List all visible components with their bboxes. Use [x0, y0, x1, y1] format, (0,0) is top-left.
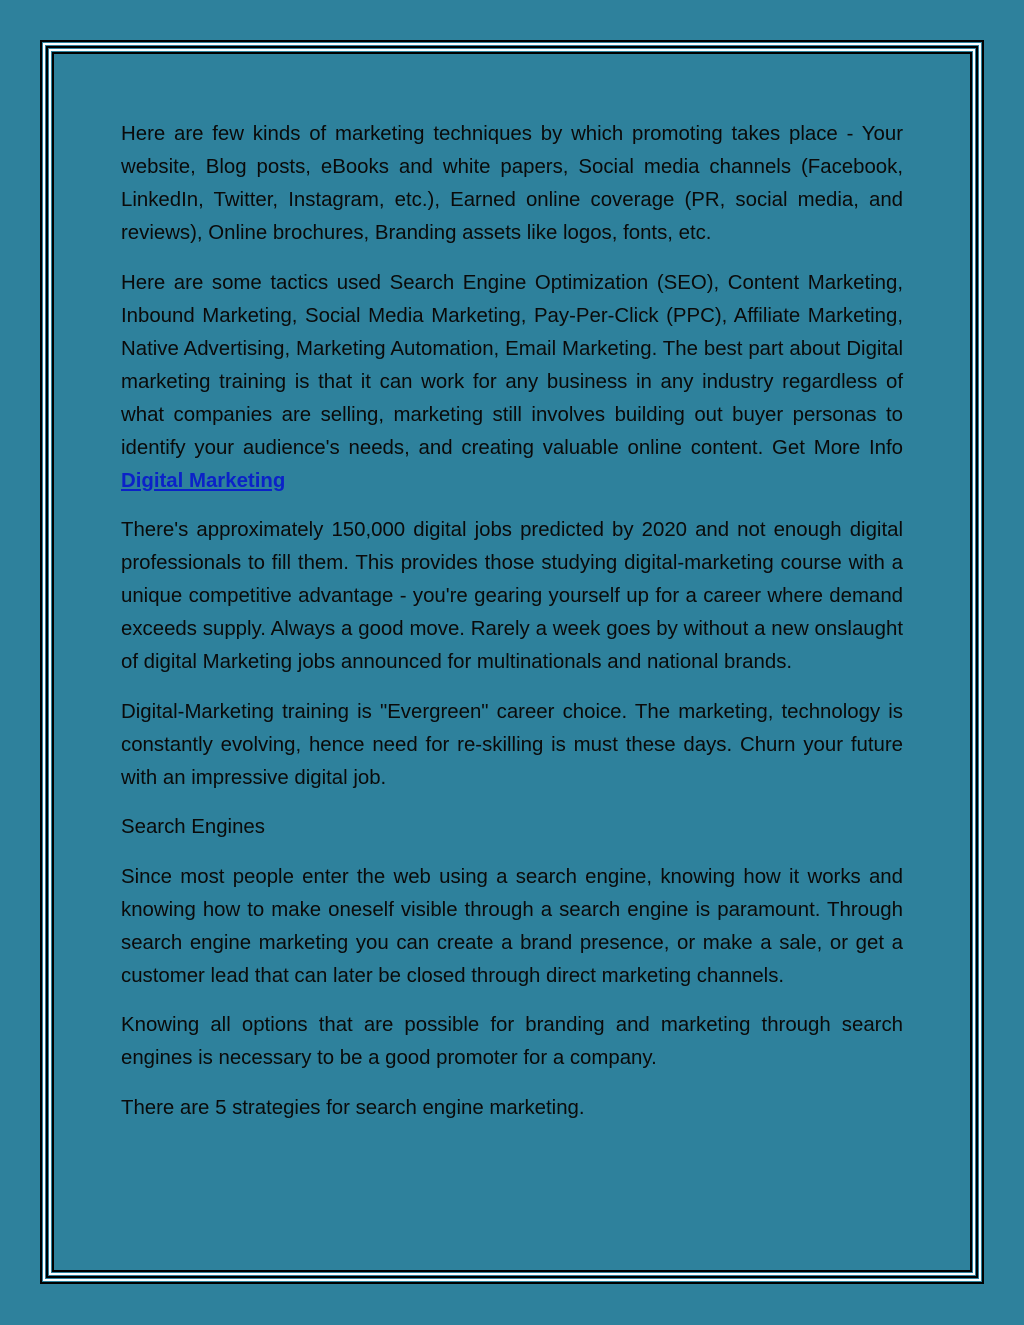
paragraph-strategies: There are 5 strategies for search engine marketing.: [121, 1096, 585, 1119]
document-body: [121, 118, 903, 1141]
paragraph-digital-jobs: There's approximately 150,000 digital jobs predicted by 2020 and not enough digital professionals to fill them. This provides those studying digital-marketing course with a unique competitive advantage - you're gearing yourself up for a career where demand exceeds supply. Always a good move. Rarely a week goes by without a new onslaught of digital Marketing jobs announced for multinationals and national brands.: [121, 519, 903, 673]
paragraph-evergreen: Digital-Marketing training is "Evergreen" career choice. The marketing, technology is constantly evolving, hence need for re-skilling is must these days. Churn your future with an impressive digital job.: [121, 700, 903, 789]
paragraph-tactics: [121, 267, 903, 498]
paragraph-marketing-techniques: Here are few kinds of marketing techniques by which promoting takes place - Your website, Blog posts, eBooks and white papers, Social media channels (Facebook, LinkedIn, Twitter, Instagram, etc.), Earned online coverage (PR, social media, and reviews), Online brochures, Branding assets like logos, fonts, etc.: [121, 123, 903, 244]
paragraph-branding-options: Knowing all options that are possible for branding and marketing through search engines is necessary to be a good promoter for a company.: [121, 1014, 903, 1069]
paragraph-search-engine-usage: Since most people enter the web using a search engine, knowing how it works and knowing how to make oneself visible through a search engine is paramount. Through search engine marketing you can create a brand presence, or make a sale, or get a customer lead that can later be closed through direct marketing channels.: [121, 865, 903, 987]
heading-search-engines: Search Engines: [121, 816, 265, 838]
digital-marketing-link[interactable]: Digital Marketing: [121, 469, 286, 492]
paragraph-tactics-text: Here are some tactics used Search Engine Optimization (SEO), Content Marketing, Inbound Marketing, Social Media Marketing, Pay-Per-Click (PPC), Affiliate Marketing, Native Advertising, Marketing Automation, Email Marketing. The best part about Digital marketing training is that it can work for any business in any industry regardless of what companies are selling, marketing still involves building out buyer personas to identify your audience's needs, and creating valuable online content. Get More Info: [121, 271, 903, 459]
